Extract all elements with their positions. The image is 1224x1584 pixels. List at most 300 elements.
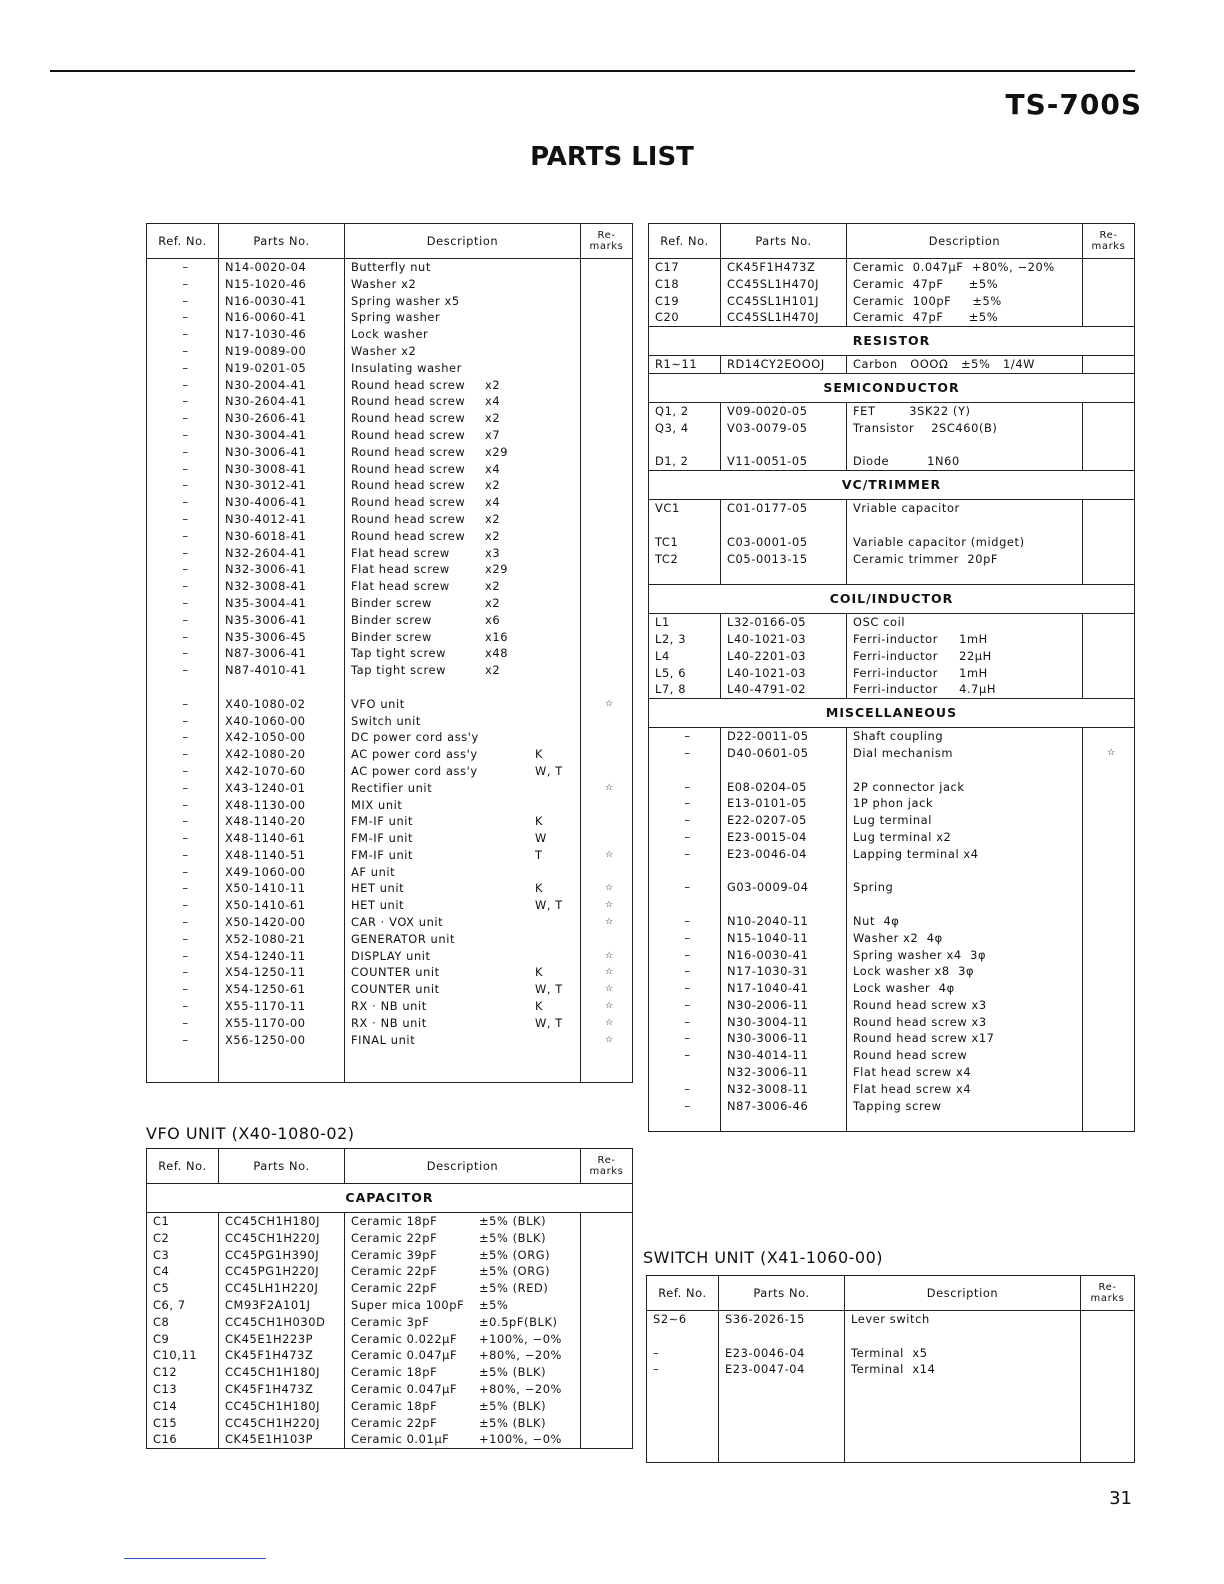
- remarks-star-icon: [1081, 1412, 1135, 1429]
- remarks-star-icon: [581, 276, 633, 293]
- desc-text: MIX unit: [351, 797, 403, 812]
- parts-no-cell: N30-2604-41: [219, 393, 345, 410]
- table-row: [147, 696, 633, 713]
- col-parts: Parts No.: [219, 224, 345, 259]
- table-row: [649, 1064, 1135, 1081]
- desc-text: Ceramic 0.047μF: [351, 1381, 458, 1396]
- table-row: [147, 461, 633, 478]
- desc-text: Shaft coupling: [853, 729, 944, 744]
- section-miscellaneous: [649, 699, 1135, 728]
- ref-cell: –: [649, 1014, 721, 1031]
- parts-no-cell: CM93F2A101J: [219, 1297, 345, 1314]
- desc-text: VFO unit: [351, 696, 405, 711]
- desc-text: Lock washer x8 3φ: [853, 964, 975, 979]
- remarks-cell: [581, 1247, 633, 1264]
- remarks-star-icon: [1083, 420, 1135, 437]
- col-remarks: Re- marks: [581, 1149, 633, 1184]
- parts-no-cell: N10-2040-11: [721, 913, 847, 930]
- parts-no-cell: N19-0201-05: [219, 360, 345, 377]
- table-row: [147, 561, 633, 578]
- col-ref: Ref. No.: [649, 224, 721, 259]
- desc-cell: [345, 729, 581, 746]
- market-code: W, T: [535, 763, 563, 778]
- remarks-cell: [581, 1364, 633, 1381]
- desc-cell: [345, 561, 581, 578]
- desc-text: Round head screw: [351, 411, 466, 426]
- desc-cell: [345, 410, 581, 427]
- table-row: [147, 1381, 633, 1398]
- remarks-star-icon: [581, 494, 633, 511]
- desc-cell: [845, 1412, 1081, 1429]
- table-row: [147, 1213, 633, 1230]
- ref-cell: [649, 762, 721, 779]
- desc-cell: [345, 545, 581, 562]
- table-row: [147, 645, 633, 662]
- remarks-star-icon: [1083, 614, 1135, 631]
- remarks-star-icon: [1083, 293, 1135, 310]
- desc-cell: [345, 612, 581, 629]
- desc-cell: [847, 896, 1083, 913]
- remarks-star-icon: ☆: [581, 1032, 633, 1049]
- desc-cell: [847, 1064, 1083, 1081]
- desc-text: Lug terminal: [853, 813, 932, 828]
- table-row: [647, 1328, 1135, 1345]
- desc-text: Spring washer x5: [351, 293, 460, 308]
- table-row: [649, 567, 1135, 584]
- parts-no-cell: [719, 1412, 845, 1429]
- parts-no-cell: V09-0020-05: [721, 402, 847, 419]
- desc-text: Round head screw: [351, 495, 466, 510]
- market-code: W, T: [535, 982, 563, 997]
- parts-no-cell: N17-1030-31: [721, 963, 847, 980]
- ref-cell: C5: [147, 1280, 219, 1297]
- market-code: K: [535, 999, 544, 1014]
- desc-text: Flat head screw: [351, 562, 450, 577]
- parts-no-cell: C05-0013-15: [721, 551, 847, 568]
- quantity: x16: [485, 629, 509, 644]
- table-row: [147, 309, 633, 326]
- col-parts: Parts No.: [719, 1276, 845, 1311]
- parts-no-cell: N30-3004-11: [721, 1014, 847, 1031]
- ref-cell: –: [147, 595, 219, 612]
- table-row: [147, 662, 633, 679]
- quantity: x2: [485, 377, 501, 392]
- table-row: [147, 259, 633, 276]
- parts-no-cell: E13-0101-05: [721, 795, 847, 812]
- remarks-star-icon: [581, 595, 633, 612]
- desc-text: Ferri-inductor 1mH: [853, 665, 988, 680]
- desc-cell: [345, 696, 581, 713]
- desc-cell: [845, 1345, 1081, 1362]
- ref-cell: –: [147, 981, 219, 998]
- remarks-star-icon: [1083, 1014, 1135, 1031]
- table-row: [649, 453, 1135, 470]
- remarks-star-icon: [1083, 795, 1135, 812]
- desc-text: 1P phon jack: [853, 796, 934, 811]
- remarks-star-icon: [1083, 551, 1135, 568]
- parts-no-cell: E22-0207-05: [721, 812, 847, 829]
- desc-text: Vriable capacitor: [853, 501, 960, 516]
- desc-text: Ceramic 0.01μF: [351, 1432, 450, 1447]
- desc-cell: [847, 829, 1083, 846]
- table-row: [147, 1048, 633, 1065]
- desc-text: AC power cord ass'y: [351, 747, 478, 762]
- remarks-star-icon: ☆: [581, 981, 633, 998]
- desc-cell: [847, 437, 1083, 454]
- remarks-star-icon: [1083, 356, 1135, 374]
- table-row: [649, 665, 1135, 682]
- parts-no-cell: N30-2006-11: [721, 997, 847, 1014]
- remarks-star-icon: [1081, 1395, 1135, 1412]
- table-row: [147, 830, 633, 847]
- parts-no-cell: CC45SL1H470J: [721, 309, 847, 326]
- ref-cell: –: [147, 427, 219, 444]
- ref-cell: –: [147, 998, 219, 1015]
- ref-cell: [649, 517, 721, 534]
- desc-text: FM-IF unit: [351, 814, 414, 829]
- desc-text: Butterfly nut: [351, 260, 431, 274]
- ref-cell: –: [147, 662, 219, 679]
- top-rule: [50, 70, 1135, 72]
- desc-cell: [847, 681, 1083, 698]
- ref-cell: –: [147, 293, 219, 310]
- ref-cell: –: [147, 393, 219, 410]
- table-row: [649, 437, 1135, 454]
- ref-cell: –: [649, 829, 721, 846]
- col-desc: Description: [345, 224, 581, 259]
- parts-no-cell: N17-1040-41: [721, 980, 847, 997]
- parts-no-cell: G03-0009-04: [721, 879, 847, 896]
- parts-no-cell: N35-3006-41: [219, 612, 345, 629]
- table-row: [647, 1412, 1135, 1429]
- ref-cell: VC1: [649, 500, 721, 517]
- desc-cell: [845, 1328, 1081, 1345]
- parts-no-cell: [721, 1114, 847, 1131]
- desc-cell: [345, 713, 581, 730]
- ref-cell: –: [147, 309, 219, 326]
- table-row: [147, 629, 633, 646]
- table-row: [147, 1263, 633, 1280]
- remarks-star-icon: [581, 864, 633, 881]
- parts-no-cell: N32-2604-41: [219, 545, 345, 562]
- table-row: [649, 947, 1135, 964]
- col-ref: Ref. No.: [647, 1276, 719, 1311]
- parts-no-cell: N30-3008-41: [219, 461, 345, 478]
- section-resistor: [649, 327, 1135, 356]
- desc-cell: [847, 812, 1083, 829]
- table-row: [147, 964, 633, 981]
- parts-no-cell: N30-4012-41: [219, 511, 345, 528]
- desc-cell: [345, 914, 581, 931]
- desc-text: GENERATOR unit: [351, 931, 456, 946]
- desc-cell: [345, 1065, 581, 1082]
- tolerance: +100%, −0%: [479, 1432, 562, 1447]
- remarks-star-icon: [1083, 779, 1135, 796]
- desc-cell: [345, 1247, 581, 1264]
- desc-text: Tapping screw: [853, 1098, 942, 1113]
- parts-no-cell: V03-0079-05: [721, 420, 847, 437]
- ref-cell: –: [147, 696, 219, 713]
- parts-no-cell: N87-3006-46: [721, 1098, 847, 1115]
- desc-text: Round head screw: [351, 461, 466, 476]
- table-row: [147, 427, 633, 444]
- parts-no-cell: L40-1021-03: [721, 631, 847, 648]
- table-row: [647, 1395, 1135, 1412]
- parts-no-cell: X48-1140-20: [219, 813, 345, 830]
- desc-cell: [345, 477, 581, 494]
- quantity: x4: [485, 495, 501, 510]
- desc-text: Round head screw: [351, 528, 466, 543]
- parts-no-cell: X55-1170-00: [219, 1015, 345, 1032]
- desc-text: Ceramic 0.047μF +80%, −20%: [853, 260, 1055, 274]
- remarks-star-icon: [581, 797, 633, 814]
- table-row: [649, 963, 1135, 980]
- remarks-cell: [581, 1381, 633, 1398]
- remarks-star-icon: [581, 393, 633, 410]
- vfo-continued-table: [648, 223, 1135, 1132]
- parts-no-cell: X40-1060-00: [219, 713, 345, 730]
- table-row: [647, 1345, 1135, 1362]
- remarks-star-icon: [1083, 437, 1135, 454]
- ref-cell: –: [147, 729, 219, 746]
- tolerance: ±5% (ORG): [479, 1264, 551, 1279]
- parts-no-cell: N35-3004-41: [219, 595, 345, 612]
- remarks-star-icon: [1083, 947, 1135, 964]
- parts-no-cell: [719, 1328, 845, 1345]
- desc-cell: [847, 517, 1083, 534]
- table-row: [649, 551, 1135, 568]
- remarks-star-icon: [581, 360, 633, 377]
- desc-text: Ceramic 47pF ±5%: [853, 310, 999, 325]
- desc-text: Round head screw x17: [853, 1031, 995, 1046]
- ref-cell: [147, 1048, 219, 1065]
- remarks-star-icon: [1081, 1311, 1135, 1328]
- col-parts: Parts No.: [721, 224, 847, 259]
- desc-text: Diode 1N60: [853, 454, 960, 469]
- desc-text: AC power cord ass'y: [351, 763, 478, 778]
- parts-no-cell: X49-1060-00: [219, 864, 345, 881]
- parts-no-cell: CC45SL1H101J: [721, 293, 847, 310]
- table-row: [147, 763, 633, 780]
- market-code: T: [535, 847, 543, 862]
- desc-cell: [345, 830, 581, 847]
- remarks-star-icon: ☆: [581, 998, 633, 1015]
- desc-text: Ferri-inductor 1mH: [853, 631, 988, 646]
- parts-no-cell: X50-1420-00: [219, 914, 345, 931]
- parts-no-cell: [719, 1395, 845, 1412]
- remarks-star-icon: [581, 528, 633, 545]
- parts-no-cell: X48-1130-00: [219, 797, 345, 814]
- remarks-star-icon: [1083, 1064, 1135, 1081]
- desc-text: Ceramic 22pF: [351, 1281, 438, 1296]
- parts-no-cell: E23-0046-04: [721, 846, 847, 863]
- desc-cell: [345, 511, 581, 528]
- desc-cell: [847, 420, 1083, 437]
- table-row: [147, 612, 633, 629]
- ref-cell: Q3, 4: [649, 420, 721, 437]
- desc-cell: [345, 679, 581, 696]
- desc-cell: [345, 880, 581, 897]
- parts-no-cell: N19-0089-00: [219, 343, 345, 360]
- bottom-rule: [124, 1558, 266, 1559]
- table-row: [147, 729, 633, 746]
- table-row: [647, 1311, 1135, 1328]
- remarks-star-icon: [581, 309, 633, 326]
- tolerance: ±5%: [479, 1297, 509, 1312]
- remarks-cell: [581, 1398, 633, 1415]
- desc-cell: [847, 1098, 1083, 1115]
- tolerance: ±5% (BLK): [479, 1415, 547, 1430]
- parts-no-cell: CC45LH1H220J: [219, 1280, 345, 1297]
- col-parts: Parts No.: [219, 1149, 345, 1184]
- desc-cell: [345, 360, 581, 377]
- desc-cell: [345, 461, 581, 478]
- table-row: [147, 813, 633, 830]
- desc-cell: [847, 648, 1083, 665]
- desc-cell: [847, 309, 1083, 326]
- desc-cell: [847, 534, 1083, 551]
- ref-cell: –: [147, 360, 219, 377]
- desc-text: Lever switch: [851, 1312, 930, 1326]
- desc-text: Round head screw: [351, 478, 466, 493]
- ref-cell: L5, 6: [649, 665, 721, 682]
- quantity: x4: [485, 394, 501, 409]
- desc-text: Round head screw: [351, 511, 466, 526]
- desc-text: Ceramic 22pF: [351, 1264, 438, 1279]
- remarks-cell: [581, 1297, 633, 1314]
- remarks-star-icon: [1081, 1328, 1135, 1345]
- desc-cell: [345, 1415, 581, 1432]
- desc-cell: [847, 1114, 1083, 1131]
- remarks-star-icon: [581, 461, 633, 478]
- remarks-star-icon: [1081, 1445, 1135, 1462]
- section-header-label: CAPACITOR: [147, 1184, 633, 1213]
- table-row: [649, 614, 1135, 631]
- desc-text: Ceramic 47pF ±5%: [853, 276, 999, 291]
- tolerance: ±0.5pF(BLK): [479, 1314, 558, 1329]
- desc-text: Carbon OOOΩ ±5% 1/4W: [853, 357, 1036, 372]
- ref-cell: –: [147, 880, 219, 897]
- table-row: [147, 746, 633, 763]
- parts-no-cell: E23-0047-04: [719, 1361, 845, 1378]
- ref-cell: [649, 1064, 721, 1081]
- desc-text: Terminal x5: [851, 1345, 928, 1360]
- market-code: W, T: [535, 898, 563, 913]
- parts-no-cell: N30-2004-41: [219, 377, 345, 394]
- ref-cell: –: [147, 763, 219, 780]
- ref-cell: –: [649, 997, 721, 1014]
- ref-cell: [647, 1328, 719, 1345]
- table-row: [649, 402, 1135, 419]
- desc-cell: [345, 309, 581, 326]
- parts-no-cell: L32-0166-05: [721, 614, 847, 631]
- remarks-star-icon: [581, 427, 633, 444]
- ref-cell: –: [147, 746, 219, 763]
- ref-cell: D1, 2: [649, 453, 721, 470]
- desc-cell: [847, 947, 1083, 964]
- table-row: [649, 745, 1135, 762]
- remarks-star-icon: [581, 326, 633, 343]
- table-row: [649, 534, 1135, 551]
- desc-cell: [345, 1381, 581, 1398]
- desc-text: Ceramic 0.022μF: [351, 1331, 458, 1346]
- desc-text: FET 3SK22 (Y): [853, 403, 971, 418]
- table-row: [649, 356, 1135, 374]
- desc-cell: [345, 259, 581, 276]
- desc-text: Tap tight screw: [351, 646, 447, 661]
- desc-cell: [345, 1314, 581, 1331]
- table-row: [649, 1030, 1135, 1047]
- parts-no-cell: CC45CH1H030D: [219, 1314, 345, 1331]
- remarks-star-icon: [581, 813, 633, 830]
- table-row: [649, 276, 1135, 293]
- desc-cell: [847, 276, 1083, 293]
- parts-no-cell: D40-0601-05: [721, 745, 847, 762]
- remarks-star-icon: [1083, 681, 1135, 698]
- parts-no-cell: [219, 679, 345, 696]
- remarks-star-icon: [581, 578, 633, 595]
- remarks-star-icon: [1081, 1378, 1135, 1395]
- remarks-star-icon: ☆: [581, 847, 633, 864]
- ref-cell: –: [649, 963, 721, 980]
- desc-cell: [345, 1230, 581, 1247]
- quantity: x48: [485, 646, 509, 661]
- parts-no-cell: L40-2201-03: [721, 648, 847, 665]
- remarks-star-icon: [581, 612, 633, 629]
- section-header-label: RESISTOR: [649, 327, 1135, 356]
- remarks-star-icon: [1083, 631, 1135, 648]
- remarks-star-icon: [581, 377, 633, 394]
- desc-text: OSC coil: [853, 615, 906, 630]
- ref-cell: –: [147, 461, 219, 478]
- desc-cell: [345, 1048, 581, 1065]
- desc-text: RX · NB unit: [351, 999, 427, 1014]
- desc-cell: [345, 1032, 581, 1049]
- parts-no-cell: X48-1140-61: [219, 830, 345, 847]
- desc-text: COUNTER unit: [351, 982, 440, 997]
- ref-cell: –: [147, 847, 219, 864]
- desc-text: Ceramic 18pF: [351, 1398, 438, 1413]
- vfo-capacitor-table: [146, 1148, 633, 1449]
- remarks-star-icon: [581, 746, 633, 763]
- desc-cell: [847, 963, 1083, 980]
- remarks-star-icon: [581, 293, 633, 310]
- parts-no-cell: N30-3012-41: [219, 477, 345, 494]
- remarks-cell: [581, 1263, 633, 1280]
- desc-text: Round head screw: [351, 377, 466, 392]
- table-row: [649, 846, 1135, 863]
- table-row: [647, 1429, 1135, 1446]
- col-desc: Description: [345, 1149, 581, 1184]
- parts-no-cell: X42-1080-20: [219, 746, 345, 763]
- table-row: [647, 1378, 1135, 1395]
- desc-text: AF unit: [351, 864, 396, 879]
- remarks-star-icon: [1083, 259, 1135, 276]
- desc-text: HET unit: [351, 898, 405, 913]
- parts-no-cell: N30-3006-11: [721, 1030, 847, 1047]
- table-row: [147, 847, 633, 864]
- ref-cell: –: [649, 1047, 721, 1064]
- table-row: [147, 948, 633, 965]
- ref-cell: –: [649, 728, 721, 745]
- table-row: [147, 360, 633, 377]
- desc-cell: [845, 1361, 1081, 1378]
- table-row: [147, 797, 633, 814]
- desc-text: 2P connector jack: [853, 779, 965, 794]
- market-code: W, T: [535, 1015, 563, 1030]
- ref-cell: –: [147, 713, 219, 730]
- parts-no-cell: E08-0204-05: [721, 779, 847, 796]
